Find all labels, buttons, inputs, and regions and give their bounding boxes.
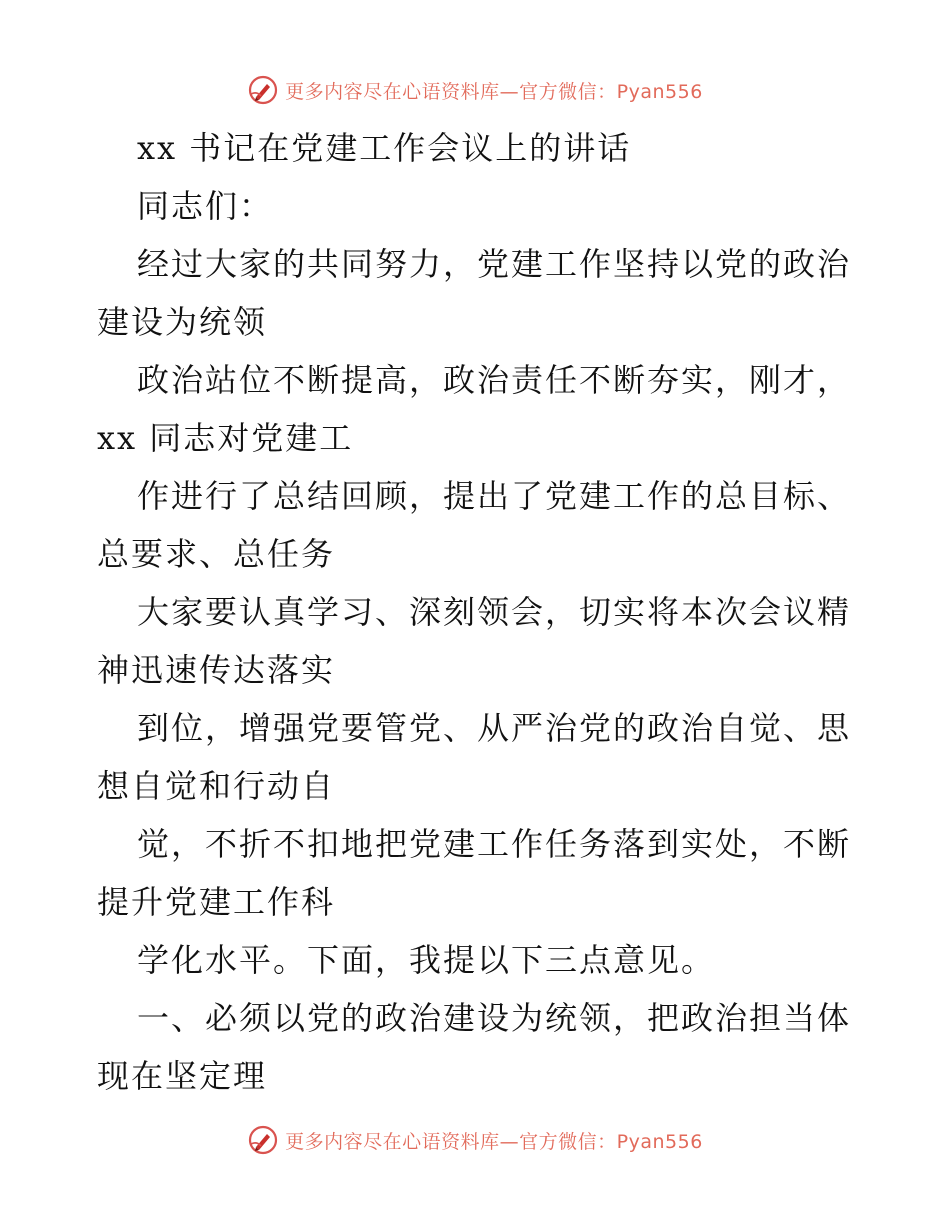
paragraph-line: 总要求、总任务 (97, 535, 336, 573)
paragraph-line: 到位，增强党要管党、从严治党的政治自觉、思 (137, 709, 852, 747)
paragraph-line: xx 同志对党建工 (97, 419, 354, 457)
document-title: xx 书记在党建工作会议上的讲话 (137, 129, 632, 167)
paragraph-line: 神迅速传达落实 (97, 651, 336, 689)
pen-circle-icon (247, 74, 279, 106)
banner-text: 更多内容尽在心语资料库—官方微信：Pyan556 (285, 80, 703, 103)
salutation: 同志们： (137, 187, 274, 225)
paragraph-line: 作进行了总结回顾，提出了党建工作的总目标、 (137, 477, 852, 515)
paragraph-line: 经过大家的共同努力，党建工作坚持以党的政治 (137, 245, 852, 283)
paragraph-line: 觉，不折不扣地把党建工作任务落到实处，不断 (137, 825, 852, 863)
paragraph-line: 想自觉和行动自 (97, 767, 336, 805)
footer-banner (0, 1120, 950, 1160)
paragraph-line: 学化水平。下面，我提以下三点意见。 (137, 941, 716, 979)
section-heading-line: 一、必须以党的政治建设为统领，把政治担当体 (137, 999, 852, 1037)
paragraph-line: 提升党建工作科 (97, 883, 336, 921)
section-heading-line: 现在坚定理 (97, 1057, 268, 1095)
banner-text: 更多内容尽在心语资料库—官方微信：Pyan556 (285, 1130, 703, 1153)
paragraph-line: 政治站位不断提高，政治责任不断夯实，刚才， (137, 361, 852, 399)
paragraph-line: 大家要认真学习、深刻领会，切实将本次会议精 (137, 593, 852, 631)
pen-circle-icon (247, 1124, 279, 1156)
header-banner (0, 70, 950, 110)
paragraph-line: 建设为统领 (97, 303, 268, 341)
